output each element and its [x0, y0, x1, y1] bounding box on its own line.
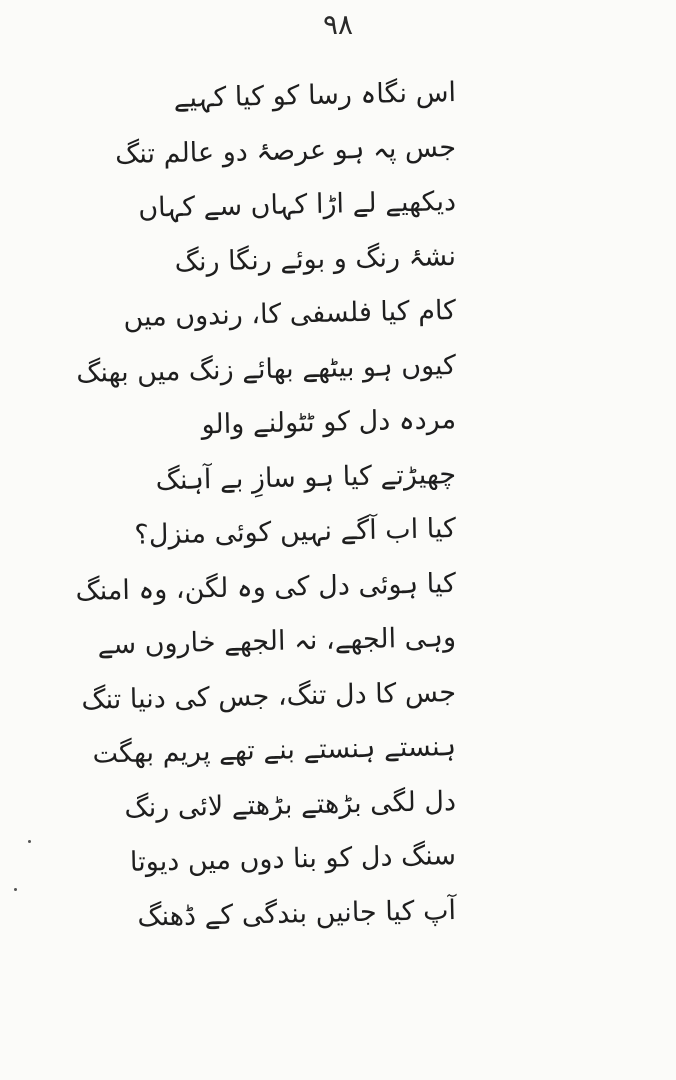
poem-line: سنگ دل کو بنا دوں میں دیوتا — [129, 840, 457, 878]
poem-line: نشۂ رنگ و بوئے رنگا رنگ — [174, 240, 457, 278]
poem-line: کیا ہوئی دل کی وہ لگن، وہ امنگ — [75, 567, 457, 607]
poem-line: اس نگاہ رسا کو کیا کہیے — [173, 77, 457, 114]
poem-line: جس پہ ہو عرصۂ دو عالم تنگ — [114, 131, 457, 170]
poem-line: کیا اب آگے نہیں کوئی منزل؟ — [134, 513, 457, 551]
page-number: ۹۸ — [322, 8, 354, 41]
paper-speck — [28, 840, 31, 843]
poem-line: دل لگی بڑھتے بڑھتے لائی رنگ — [124, 785, 457, 824]
poem-line: کیوں ہو بیٹھے بھائے زنگ میں بھنگ — [75, 349, 457, 389]
poem-line: کام کیا فلسفی کا، رندوں میں — [123, 295, 457, 333]
poem-line: جس کا دل تنگ، جس کی دنیا تنگ — [81, 676, 457, 716]
poem — [75, 66, 457, 938]
poem-line: دیکھیے لے اڑا کہاں سے کہاں — [137, 186, 457, 224]
poem-line: چھیڑتے کیا ہو سازِ بے آہنگ — [155, 458, 457, 496]
poem-line: آپ کیا جانیں بندگی کے ڈھنگ — [137, 894, 457, 933]
poem-line: وہی الجھے، نہ الجھے خاروں سے — [97, 622, 457, 661]
poem-line: مردہ دل کو ٹٹولنے والو — [201, 404, 457, 441]
paper-speck — [14, 888, 17, 891]
poem-line: ہنستے ہنستے بنے تھے پریم بھگت — [92, 731, 457, 770]
